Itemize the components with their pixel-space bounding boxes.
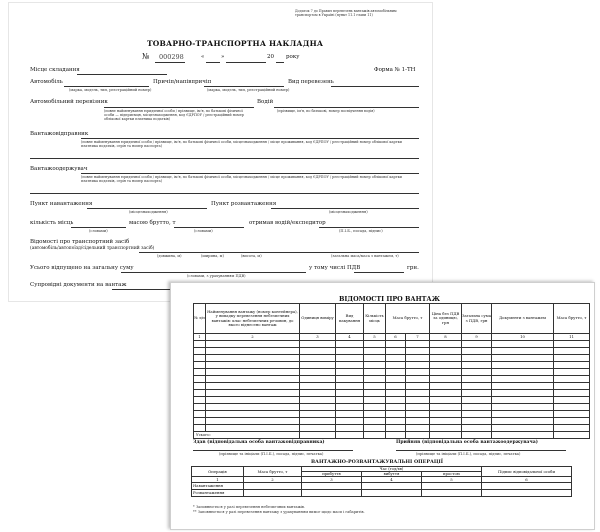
cargo-table-cell[interactable]	[206, 404, 300, 411]
docs-field[interactable]	[112, 289, 178, 290]
cargo-table-cell[interactable]	[554, 362, 590, 369]
cargo-table-cell[interactable]	[492, 362, 554, 369]
cargo-table-cell[interactable]	[462, 418, 492, 425]
cargo-table-cell[interactable]	[462, 425, 492, 432]
trailer-field[interactable]	[204, 86, 284, 87]
cargo-table-row	[194, 418, 590, 425]
cargo-table-cell[interactable]	[492, 383, 554, 390]
document-title: ТОВАРНО-ТРАНСПОРТНА НАКЛАДНА	[147, 39, 324, 48]
cargo-info-page: ВІДОМОСТІ ПРО ВАНТАЖ № з/п Найменування вантажу (номер контейнера), у випадку перевезення небезпечних вантажів: клас небезпечних речовин, до якого віднесено вантаж Одиниця виміру Вид пакування Кількість місць Маса брутто, т Ціна без ПДВ за одиницю, грн Загальна сума з ПДВ, грн Документи з вантажем Маса брутто, т 1 2 3 4 5 6 7 8 9 10 11 Усього: Здав (відповідальна особа вантажовідправника) (прізвище та ініціали (П.І.Б.), посада, підпис, печатка) Прийняв (відповідальна особа вантажоодержувача) (прізвище та ініціали (П.І.Б.), посада, підпис, печатка) ВАНТАЖНО-РОЗВАНТАЖУВАЛЬНІ ОПЕРАЦІЇ Операція Маса брутто, т Час (год/хв) Підпис відповідальної особи прибуття вибуття простою 1 2 3 4 5 6 Навантаження Розвантаження * Заповнюється у разі перевезення небезпечних вантажів. ** Заповнюється у разі перевезення вантажу з урахуванням вимог щодо маси і габаритів.	[170, 282, 595, 530]
operation-row-unloading: Розвантаження	[192, 490, 572, 497]
cargo-table-cell[interactable]	[492, 355, 554, 362]
cargo-table-cell[interactable]	[554, 425, 590, 432]
cargo-table-cell[interactable]	[194, 390, 206, 397]
cargo-table-cell[interactable]	[194, 425, 206, 432]
cargo-table-cell[interactable]	[386, 418, 406, 425]
cargo-info-title: ВІДОМОСТІ ПРО ВАНТАЖ	[339, 295, 440, 303]
cargo-table-cell[interactable]	[364, 348, 386, 355]
cargo-table-cell[interactable]	[386, 425, 406, 432]
cargo-table-cell[interactable]	[336, 341, 364, 348]
cargo-table-cell[interactable]	[406, 369, 430, 376]
footnote-2: ** Заповнюється у разі перевезення вантажу з урахуванням вимог щодо маси і габаритів.	[193, 510, 365, 514]
cargo-table-cell[interactable]	[336, 355, 364, 362]
document-number: 000298	[159, 53, 184, 61]
cargo-table-cell[interactable]	[300, 355, 336, 362]
cargo-table-cell[interactable]	[430, 383, 462, 390]
driver-field[interactable]	[274, 107, 419, 108]
date-day-field[interactable]	[206, 62, 220, 63]
cargo-table-cell[interactable]	[206, 362, 300, 369]
cargo-table-cell[interactable]	[194, 418, 206, 425]
cargo-table-cell[interactable]	[406, 348, 430, 355]
cargo-table-cell[interactable]	[492, 341, 554, 348]
cargo-table-cell[interactable]	[194, 341, 206, 348]
cargo-table-row	[194, 369, 590, 376]
cargo-table-cell[interactable]	[462, 390, 492, 397]
footnote-1: * Заповнюється у разі перевезення небезпечних вантажів.	[193, 505, 306, 509]
docs-label: Супровідні документи на вантаж	[30, 282, 127, 288]
cargo-table-cell[interactable]	[194, 355, 206, 362]
cargo-table-cell[interactable]	[194, 362, 206, 369]
operation-row-loading: Навантаження	[192, 483, 572, 490]
auto-field[interactable]	[64, 86, 149, 87]
cargo-table-cell[interactable]	[554, 376, 590, 383]
cargo-table-cell[interactable]	[430, 390, 462, 397]
cargo-table-cell[interactable]	[406, 404, 430, 411]
cargo-table-cell[interactable]	[300, 383, 336, 390]
date-month-field[interactable]	[226, 62, 266, 63]
cargo-table-cell[interactable]	[336, 390, 364, 397]
cargo-table-cell[interactable]	[194, 376, 206, 383]
cargo-table-cell[interactable]	[206, 369, 300, 376]
vehicle-info-label: Відомості про транспортний засіб	[30, 239, 130, 245]
cargo-table-cell[interactable]	[364, 418, 386, 425]
received-label: отримав водій/експедитор	[249, 220, 326, 226]
cargo-table-cell[interactable]	[300, 390, 336, 397]
carrier-field[interactable]	[104, 107, 254, 108]
cargo-table-cell[interactable]	[206, 411, 300, 418]
cargo-table-cell[interactable]	[430, 362, 462, 369]
cargo-table-cell[interactable]	[336, 425, 364, 432]
cargo-table-cell[interactable]	[336, 348, 364, 355]
operations-title: ВАНТАЖНО-РОЗВАНТАЖУВАЛЬНІ ОПЕРАЦІЇ	[311, 459, 443, 465]
cargo-table-cell[interactable]	[492, 376, 554, 383]
cargo-table-cell[interactable]	[386, 383, 406, 390]
cargo-table-cell[interactable]	[430, 425, 462, 432]
cargo-table-cell[interactable]	[386, 390, 406, 397]
cargo-table-cell[interactable]	[386, 404, 406, 411]
cargo-table-cell[interactable]	[300, 348, 336, 355]
cargo-table-header: № з/п Найменування вантажу (номер контейнера), у випадку перевезення небезпечних вантажів: клас небезпечних речовин, до якого віднесено вантаж Одиниця виміру Вид пакування Кількість місць Маса брутто, т Ціна без ПДВ за одиницю, грн Загальна сума з ПДВ, грн Документи з вантажем Маса брутто, т	[194, 304, 590, 334]
places-label: кількість місць	[30, 220, 74, 226]
cargo-table-cell[interactable]	[406, 355, 430, 362]
carrier-label: Автомобільний перевізник	[30, 99, 108, 105]
cargo-table-cell[interactable]	[194, 383, 206, 390]
cargo-table-cell[interactable]	[194, 411, 206, 418]
cargo-table-cell[interactable]	[406, 425, 430, 432]
cargo-table-row	[194, 341, 590, 348]
number-sign: №	[142, 52, 150, 61]
cargo-table-cell[interactable]	[206, 418, 300, 425]
cargo-table-cell[interactable]	[406, 418, 430, 425]
cargo-table-cell[interactable]	[206, 348, 300, 355]
receiver-field[interactable]	[81, 173, 419, 174]
vat-field[interactable]	[354, 272, 404, 273]
cargo-table-cell[interactable]	[206, 390, 300, 397]
cargo-table-cell[interactable]	[406, 411, 430, 418]
vehicle-info-hint: (автомобіль/автопоїзд/сідельний транспортний засіб)	[30, 246, 155, 251]
cargo-table-cell[interactable]	[386, 362, 406, 369]
cargo-table-cell[interactable]	[194, 348, 206, 355]
cargo-table-row	[194, 362, 590, 369]
cargo-table-cell[interactable]	[386, 348, 406, 355]
cargo-table-cell[interactable]	[336, 404, 364, 411]
shipper-label: Вантажовідправник	[30, 131, 89, 137]
cargo-table-cell[interactable]	[300, 404, 336, 411]
vat-label: у тому числі ПДВ	[309, 265, 361, 271]
cargo-table-cell[interactable]	[364, 383, 386, 390]
cargo-table-cell[interactable]	[336, 369, 364, 376]
cargo-table-cell[interactable]	[492, 369, 554, 376]
cargo-table-cell[interactable]	[386, 397, 406, 404]
cargo-table-cell[interactable]	[462, 348, 492, 355]
trailer-label: Причіп/напівпричіп	[153, 79, 212, 85]
cargo-table-cell[interactable]	[430, 376, 462, 383]
cargo-table-cell[interactable]	[462, 341, 492, 348]
shipper-field[interactable]	[81, 138, 419, 139]
cargo-table-row	[194, 348, 590, 355]
cargo-table-cell[interactable]	[406, 390, 430, 397]
cargo-table-cell[interactable]	[206, 383, 300, 390]
cargo-table-cell[interactable]	[300, 376, 336, 383]
cargo-table-cell[interactable]	[336, 383, 364, 390]
cargo-table-cell[interactable]	[364, 425, 386, 432]
cargo-table-cell[interactable]	[336, 418, 364, 425]
cargo-table-cell[interactable]	[364, 390, 386, 397]
cargo-table-cell[interactable]	[554, 404, 590, 411]
cargo-table-cell[interactable]	[554, 341, 590, 348]
cargo-table-row	[194, 397, 590, 404]
cargo-table-cell[interactable]	[300, 369, 336, 376]
cargo-table-cell[interactable]	[206, 376, 300, 383]
cargo-table-cell[interactable]	[336, 397, 364, 404]
cargo-table-cell[interactable]	[492, 390, 554, 397]
cargo-table-cell[interactable]	[206, 341, 300, 348]
cargo-table-row	[194, 425, 590, 432]
cargo-table-cell[interactable]	[386, 411, 406, 418]
receiver-field-line2[interactable]	[30, 193, 419, 194]
cargo-table-cell[interactable]	[430, 404, 462, 411]
cargo-table-cell[interactable]	[336, 376, 364, 383]
gross-field[interactable]	[174, 227, 244, 228]
cargo-table-cell[interactable]	[300, 418, 336, 425]
cargo-table-cell[interactable]	[406, 397, 430, 404]
vehicle-info-field[interactable]	[139, 252, 419, 253]
cargo-table-cell[interactable]	[492, 411, 554, 418]
cargo-table-row	[194, 411, 590, 418]
unloading-label: Пункт розвантаження	[211, 201, 277, 207]
cargo-total-row: Усього:	[194, 432, 590, 439]
cargo-table-cell[interactable]	[300, 411, 336, 418]
cargo-table-cell[interactable]	[492, 425, 554, 432]
cargo-table-cell[interactable]	[194, 404, 206, 411]
cargo-table-cell[interactable]	[462, 397, 492, 404]
transport-kind-label: Вид перевезень	[288, 79, 334, 85]
cargo-table-cell[interactable]	[336, 362, 364, 369]
cargo-table-cell[interactable]	[364, 411, 386, 418]
cargo-table-cell[interactable]	[364, 404, 386, 411]
cargo-table-cell[interactable]	[554, 390, 590, 397]
cargo-table-cell[interactable]	[462, 362, 492, 369]
total-label: Усього відпущено на загальну суму	[30, 265, 134, 271]
cargo-table-row	[194, 376, 590, 383]
receiver-label: Вантажоодержувач	[30, 166, 88, 172]
cargo-table-cell[interactable]	[462, 411, 492, 418]
cargo-table-cell[interactable]	[462, 404, 492, 411]
cargo-table-cell[interactable]	[386, 355, 406, 362]
place-field[interactable]	[77, 74, 167, 75]
cargo-table-cell[interactable]	[430, 348, 462, 355]
accepted-signature-field[interactable]	[396, 450, 566, 451]
cargo-table-numbers: 1 2 3 4 5 6 7 8 9 10 11	[194, 334, 590, 341]
cargo-table-cell[interactable]	[406, 362, 430, 369]
gross-label: масою брутто, т	[129, 220, 176, 226]
cargo-table-cell[interactable]	[554, 355, 590, 362]
cargo-table-cell[interactable]	[462, 383, 492, 390]
cargo-table-cell[interactable]	[364, 362, 386, 369]
cargo-table-cell[interactable]	[554, 383, 590, 390]
cargo-table-cell[interactable]	[364, 355, 386, 362]
cargo-table-cell[interactable]	[300, 425, 336, 432]
cargo-table	[193, 303, 590, 439]
places-field[interactable]	[71, 227, 126, 228]
cargo-table-cell[interactable]	[206, 397, 300, 404]
cargo-table-cell[interactable]	[406, 376, 430, 383]
transport-kind-field[interactable]	[331, 86, 419, 87]
auto-label: Автомобіль	[30, 79, 63, 85]
cargo-table-cell[interactable]	[386, 376, 406, 383]
cargo-table-cell[interactable]	[300, 341, 336, 348]
decree-reference: Додаток 7 до Правил перевезень вантажів автомобільним транспортом в Україні (пункт 11.1 глави 11)	[295, 9, 397, 17]
cargo-table-cell[interactable]	[430, 397, 462, 404]
cargo-table-row	[194, 355, 590, 362]
cargo-table-cell[interactable]	[554, 348, 590, 355]
cargo-table-row	[194, 404, 590, 411]
cargo-table-cell[interactable]	[554, 397, 590, 404]
cargo-table-cell[interactable]	[206, 425, 300, 432]
total-field[interactable]	[121, 272, 306, 273]
cargo-table-cell[interactable]	[430, 341, 462, 348]
cargo-table-cell[interactable]	[386, 369, 406, 376]
unloading-field[interactable]	[271, 208, 419, 209]
cargo-table-row	[194, 383, 590, 390]
loading-field[interactable]	[87, 208, 207, 209]
cargo-table-cell[interactable]	[386, 341, 406, 348]
cargo-table-cell[interactable]	[364, 341, 386, 348]
handed-signature-field[interactable]	[193, 450, 353, 451]
form-code: Форма № 1-ТН	[374, 67, 416, 73]
cargo-table-cell[interactable]	[364, 376, 386, 383]
cargo-table-cell[interactable]	[336, 411, 364, 418]
accepted-label: Прийняв (відповідальна особа вантажоодержувача)	[396, 440, 538, 445]
cargo-table-row	[194, 390, 590, 397]
waybill-front-page: Додаток 7 до Правил перевезень вантажів автомобільним транспортом в Україні (пункт 11.1 глави 11) ТОВАРНО-ТРАНСПОРТНА НАКЛАДНА № 000298 « » 20 року Місце складання Форма № 1-ТН Автомобіль Причіп/напівпричіп Вид перевезень (марка, модель, тип, реєстраційний номер) (марка, модель, тип, реєстраційний номер) Автомобільний перевізник Водій (повне найменування юридичної особи / прізвище, ім'я, по батькові фізичної особи — підприємця, місцезнаходження, код ЄДРПОУ / реєстраційний номер облікової картки платника податків) (прізвище, ім'я, по батькові, номер посвідчення водія) Вантажовідправник (повне найменування юридичної особи / прізвище, ім'я, по батькові фізичної особи, місцезнаходження / місце проживання, код ЄДРПОУ / реєстраційний номер облікової картки платника податків, серія та номер паспорта) Вантажоодержувач (повне найменування юридичної особи / прізвище, ім'я, по батькові фізичної особи, місцезнаходження / місце проживання, код ЄДРПОУ / реєстраційний номер облікової картки платника податків, серія та номер паспорта) Пункт навантаження Пункт розвантаження (місцезнаходження) (місцезнаходження) кількість місць масою брутто, т отримав водій/експедитор (словами) (словами) (П.І.Б., посада, підпис) Відомості про транспортний засіб (автомобіль/автопоїзд/сідельний транспортний засіб) (довжина, м) (ширина, м) (висота, м) (загальна маса/маса з вантажем, т) Усього відпущено на загальну суму у тому числі ПДВ грн. (словами, з урахуванням ПДВ) Супровідні документи на вантаж	[8, 2, 433, 302]
cargo-table-cell[interactable]	[492, 397, 554, 404]
cargo-table-cell[interactable]	[462, 355, 492, 362]
cargo-table-cell[interactable]	[406, 383, 430, 390]
cargo-table-cell[interactable]	[492, 418, 554, 425]
cargo-table-cell[interactable]	[206, 355, 300, 362]
cargo-table-cell[interactable]	[194, 369, 206, 376]
cargo-table-cell[interactable]	[554, 369, 590, 376]
cargo-table-cell[interactable]	[194, 397, 206, 404]
operations-table: Операція Маса брутто, т Час (год/хв) Підпис відповідальної особи прибуття вибуття простою 1 2 3 4 5 6 Навантаження Розвантаження	[191, 466, 572, 497]
received-field[interactable]	[319, 227, 419, 228]
cargo-table-cell[interactable]	[430, 418, 462, 425]
cargo-table-cell[interactable]	[300, 397, 336, 404]
cargo-table-cell[interactable]	[462, 376, 492, 383]
cargo-table-cell[interactable]	[492, 404, 554, 411]
cargo-table-cell[interactable]	[492, 348, 554, 355]
cargo-table-cell[interactable]	[300, 362, 336, 369]
cargo-table-cell[interactable]	[430, 355, 462, 362]
cargo-table-cell[interactable]	[554, 411, 590, 418]
driver-label: Водій	[257, 99, 274, 105]
cargo-table-cell[interactable]	[462, 369, 492, 376]
shipper-field-line2[interactable]	[30, 158, 419, 159]
cargo-table-cell[interactable]	[430, 369, 462, 376]
cargo-table-cell[interactable]	[364, 397, 386, 404]
date-year-field[interactable]	[276, 62, 284, 63]
place-label: Місце складання	[30, 67, 80, 73]
cargo-table-cell[interactable]	[554, 418, 590, 425]
cargo-table-cell[interactable]	[406, 341, 430, 348]
cargo-table-cell[interactable]	[364, 369, 386, 376]
loading-label: Пункт навантаження	[30, 201, 93, 207]
handed-label: Здав (відповідальна особа вантажовідправника)	[193, 440, 325, 445]
cargo-table-cell[interactable]	[430, 411, 462, 418]
